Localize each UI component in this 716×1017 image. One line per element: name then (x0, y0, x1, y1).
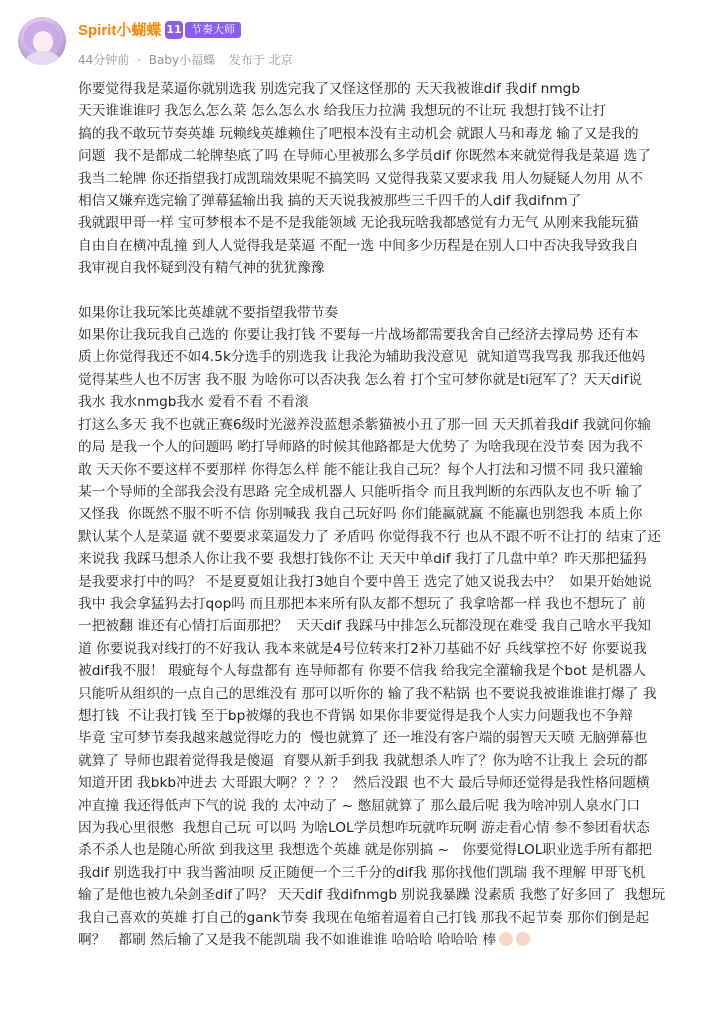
post-text-line: 我水 我水nmgb我水 爱看不看 不看滚 (78, 394, 309, 411)
avatar-face (33, 31, 53, 53)
post-text-line: 杀不杀人也是随心所欲 到我这里 我想选个英雄 就是你别搞 ~ 你要觉得LOL职业选手所有都把 (78, 842, 652, 859)
clap-emoji-icon (499, 932, 513, 946)
post-text-line: 如果你让我玩笨比英雄就不要指望我带节奏 (78, 304, 339, 321)
clap-emoji-icon (516, 932, 530, 946)
post-text-line: 我当二轮牌 你还指望我打成凯瑞效果呢不搞笑吗 又觉得我菜又要求我 用人勿疑疑人勿用 从不 (78, 170, 643, 187)
post-text-line: 我dif 别选我打中 我当酱油呗 反正随便一个三千分的dif我 那你找他们凯瑞 我不理解 甲哥飞机 (78, 864, 646, 881)
level-badge-label: 节奏大师 (185, 22, 241, 38)
post-text-line: 知道开团 我bkb冲进去 大哥跟大啊？？？？ 然后没跟 也不大 最后导师还觉得是我性格问题横 (78, 775, 650, 792)
post-text-line: 冲直撞 我还得低声下气的说 我的 太冲动了 ~ 憋屈就算了 那么最后呢 我为啥冲别人泉水门口 (78, 797, 641, 814)
level-badge[interactable] (165, 21, 241, 39)
post-text-line: 又怪我 你既然不服不听不信 你别喊我 我自己玩好吗 你们能赢就赢 不能赢也别怨我 本质上你 (78, 506, 643, 523)
post-source[interactable]: Baby小福蝶 (148, 53, 216, 67)
post-text-line: 我就跟甲哥一样 宝可梦根本不是不是我能领域 无论我玩啥我都感觉有力无气 从刚来我能玩猫 (78, 215, 639, 232)
post-header (0, 0, 716, 70)
post-text-line: 的局 是我一个人的问题吗 哟打导师路的时候其他路都是大优势了 为啥我现在没节奏 因为我不 (78, 439, 643, 456)
post-meta (78, 51, 293, 68)
post-text-line: 某一个导师的全部我会没有思路 完全成机器人 只能听指令 而且我判断的东西队友也不听 输了 (78, 483, 643, 500)
post-text-line: 搞的我不敢玩节奏英雄 玩赖线英雄赖住了吧根本没有主动机会 就跟人马和毒龙 输了又是我的 (78, 125, 639, 142)
post-text-line: 想打钱 不让我打钱 至于bp被爆的我也不背锅 如果你非要觉得是我个人实力问题我也不争辩 (78, 707, 633, 724)
post-text-line: 我自己喜欢的英雄 打自己的gank节奏 我现在龟缩着逼着自己打钱 那我不起节奏 那你们倒是起 (78, 909, 650, 926)
post-text-line: 质上你觉得我还不如4.5k分选手的别选我 让我沦为辅助我没意见 就知道骂我骂我 那我还他妈 (78, 349, 646, 366)
post-content (78, 78, 704, 951)
post-text-line: 敢 天天你不要这样不要那样 你得怎么样 能不能让我自己玩？每个人打法和习惯不同 我只灌输 (78, 461, 643, 478)
paragraph-gap (78, 280, 704, 302)
post-text-line: 如果你让我玩我自己选的 你要让我打钱 不要每一片战场都需要我舍自己经济去撑局势 还有本 (78, 327, 639, 344)
username[interactable]: Spirit小蝴蝶 (78, 22, 162, 39)
avatar-body (26, 51, 60, 65)
post-text-line: 被dif我不服！ 瑕疵每个人每盘都有 连导师都有 你要不信我 给我完全灌输我是个bot 是机器人 (78, 663, 646, 680)
post-text-line: 自由自在横冲乱撞 到人人觉得我是菜逼 不配一选 中间多少历程是在别人口中否决我导致我自 (78, 237, 639, 254)
post-text-line: 觉得某些人也不厉害 我不服 为啥你可以否决我 怎么着 打个宝可梦你就是ti冠军了？天天dif说 (78, 371, 643, 388)
post-text-line: 因为我心里很憋 我想自己玩 可以吗 为啥LOL学员想咋玩就咋玩啊 游走看心情 参不参团看状态 (78, 820, 650, 836)
level-badge-icon: 11 (165, 21, 183, 39)
post-text-line: 我审视自我怀疑到没有精气神的犹犹豫豫 (78, 260, 325, 277)
post-text-line: 一把被翻 谁还有心情打后面那把？ 天天dif 我踩马中排怎么玩都没现在难受 我自己啥水平我知 (78, 618, 651, 635)
post-time: 44分钟前 (78, 53, 130, 67)
post-text-line: 就算了 导师也跟着觉得我是傻逼 育婴从新手到我 我就想杀人咋了？你为啥不让我上 会玩的都 (78, 752, 648, 769)
post-text-line: 你要觉得我是菜逼你就别选我 别选完我了又怪这怪那的 天天我被谁dif 我dif nmgb (78, 81, 581, 97)
post-text-line: 输了是他也被九朵剑圣dif了吗？ 天天dif 我difnmgb 别说我暴躁 没素质 我憋了好多回了 我想玩 (78, 887, 666, 904)
post-text-line: 毕竟 宝可梦节奏我越来越觉得吃力的 慢也就算了 还一堆没有客户端的弱智天天喷 无脑弹幕也 (78, 730, 648, 747)
post-text-line: 问题 我不是都成二轮牌垫底了吗 在导师心里被那么多学员dif 你既然本来就觉得我是菜逼 选了 (78, 148, 651, 165)
post-text-line: 默认某个人是菜逼 就不要要求菜逼发力了 矛盾吗 你觉得我不行 也从不跟不听不让打的 结束了还 (78, 528, 661, 545)
post-text-line: 相信又嫌弃选完输了弹幕猛输出我 搞的天天说我被那些三千四千的人dif 我difnm了 (78, 193, 582, 210)
post-text-line: 我中 我会拿猛犸去打qop吗 而且那把本来所有队友都不想玩了 我拿啥都一样 我也不想玩了 前 (78, 595, 646, 612)
avatar[interactable] (18, 17, 66, 65)
post-text-line: 打这么多天 我不也就正赛6级时光滋养没蓝想杀紫猫被小丑了那一回 天天抓着我dif 我就问你输 (78, 416, 651, 433)
post-text-line: 道 你要说我对线打的不好我认 我本来就是4号位转来打2补刀基础不好 兵线掌控不好 你要说我 (78, 640, 647, 657)
post-text-line: 天天谁谁谁叼 我怎么怎么菜 怎么怎么水 给我压力拉满 我想玩的不让玩 我想打钱不让打 (78, 103, 607, 120)
post-location: 发布于 北京 (228, 53, 293, 67)
post-text-line: 啊？ 都刷 然后输了又是我不能凯瑞 我不如谁谁谁 哈哈哈 哈哈哈 棒 (78, 929, 704, 951)
post-text-line: 来说我 我踩马想杀人你让我不要 我想打钱你不让 天天中单dif 我打了几盘中单？昨天那把猛犸 (78, 551, 647, 568)
post-text-line: 只能听从组织的一点自己的思维没有 那可以听你的 输了我不粘锅 也不要说我被谁谁谁打爆了 我 (78, 685, 657, 702)
post-text-line: 是我要求打中的吗？ 不是夏夏姐让我打3她自个要中兽王 选完了她又说我去中？ 如果开始她说 (78, 573, 652, 590)
meta-separator: · (137, 53, 141, 67)
